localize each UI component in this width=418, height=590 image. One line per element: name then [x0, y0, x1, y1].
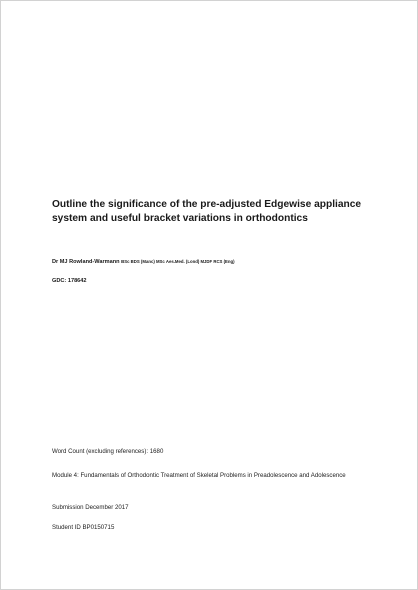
word-count: Word Count (excluding references): 1680 [52, 448, 164, 455]
gdc-number: GDC: 178642 [52, 278, 87, 284]
author-name: Dr MJ Rowland-Warmann [52, 259, 120, 265]
submission-date: Submission December 2017 [52, 504, 129, 511]
author-qualifications: BSc BDS (Manc) MSc Aes.Med. (Lond) MJDF RCS (Eng) [121, 259, 235, 264]
student-id: Student ID BP0150715 [52, 524, 115, 531]
document-title: Outline the significance of the pre-adjusted Edgewise appliance system and useful bracket variations in orthodontics [52, 199, 362, 224]
author-line [52, 257, 382, 267]
module-description: Module 4: Fundamentals of Orthodontic Treatment of Skeletal Problems in Preadolescence and Adolescence [52, 472, 346, 479]
